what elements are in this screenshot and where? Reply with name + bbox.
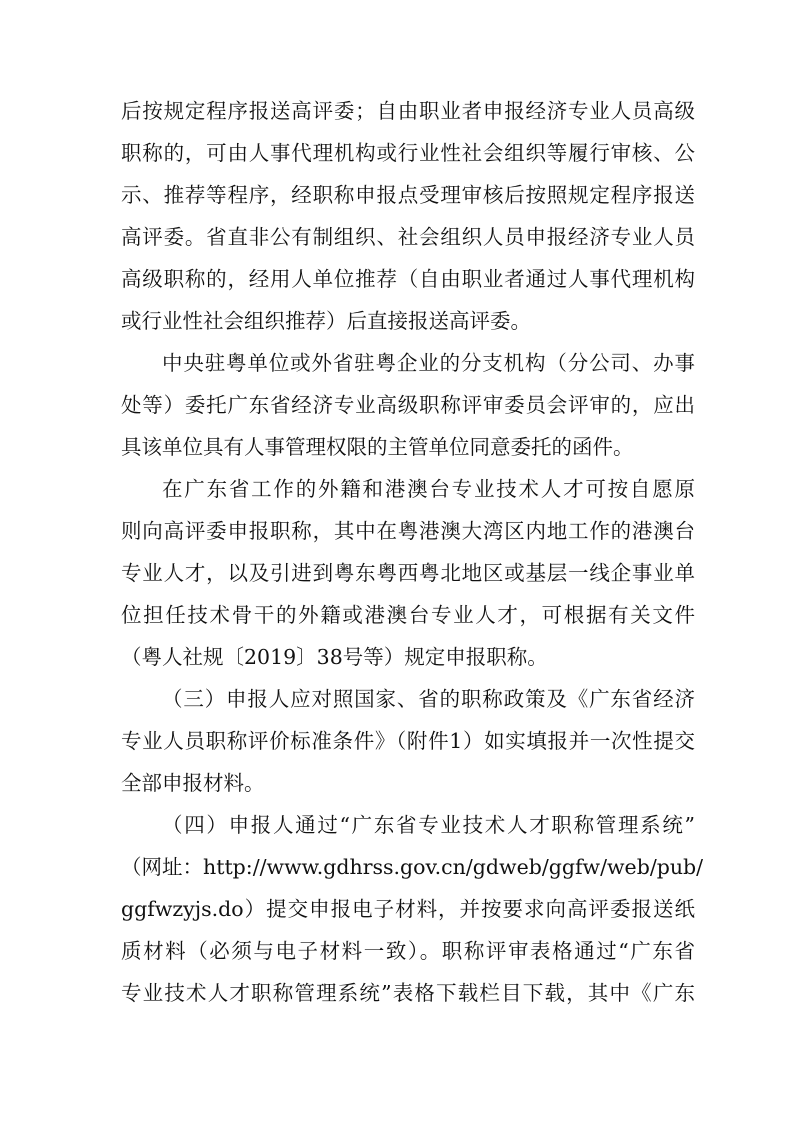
text-line: 后按规定程序报送高评委；自由职业者申报经济专业人员高级	[121, 99, 695, 123]
text-line: 专业人才，以及引进到粤东粤西粤北地区或基层一线企事业单	[121, 561, 695, 585]
text-line: 示、推荐等程序，经职称申报点受理审核后按照规定程序报送	[121, 183, 695, 207]
text-line: 位担任技术骨干的外籍或港澳台专业人才，可根据有关文件	[121, 603, 695, 627]
text-line: 中央驻粤单位或外省驻粤企业的分支机构（分公司、办事	[162, 351, 695, 375]
text-line: 专业技术人才职称管理系统”表格下载栏目下载，其中《广东	[121, 981, 695, 1005]
text-line: 高级职称的，经用人单位推荐（自由职业者通过人事代理机构	[121, 267, 695, 291]
text-line: 则向高评委申报职称，其中在粤港澳大湾区内地工作的港澳台	[121, 519, 695, 543]
text-line: 具该单位具有人事管理权限的主管单位同意委托的函件。	[121, 435, 634, 459]
text-line: （四）申报人通过“广东省专业技术人才职称管理系统”	[162, 813, 695, 837]
text-line: 处等）委托广东省经济专业高级职称评审委员会评审的，应出	[121, 393, 695, 417]
text-line: （三）申报人应对照国家、省的职称政策及《广东省经济	[162, 687, 695, 711]
text-line: 职称的，可由人事代理机构或行业性社会组织等履行审核、公	[121, 141, 695, 165]
text-line: 或行业性社会组织推荐）后直接报送高评委。	[121, 309, 531, 333]
text-line: ggfwzyjs.do）提交申报电子材料，并按要求向高评委报送纸	[121, 897, 695, 921]
text-line: 质材料（必须与电子材料一致）。职称评审表格通过“广东省	[121, 939, 695, 963]
text-line: （网址：http://www.gdhrss.gov.cn/gdweb/ggfw/web/pub/	[121, 855, 704, 879]
text-line: （粤人社规〔2019〕38号等）规定申报职称。	[121, 645, 548, 669]
text-line: 全部申报材料。	[121, 771, 265, 795]
text-line: 在广东省工作的外籍和港澳台专业技术人才可按自愿原	[162, 477, 695, 501]
text-line: 高评委。省直非公有制组织、社会组织人员申报经济专业人员	[121, 225, 695, 249]
text-line: 专业人员职称评价标准条件》（附件1）如实填报并一次性提交	[121, 729, 695, 753]
